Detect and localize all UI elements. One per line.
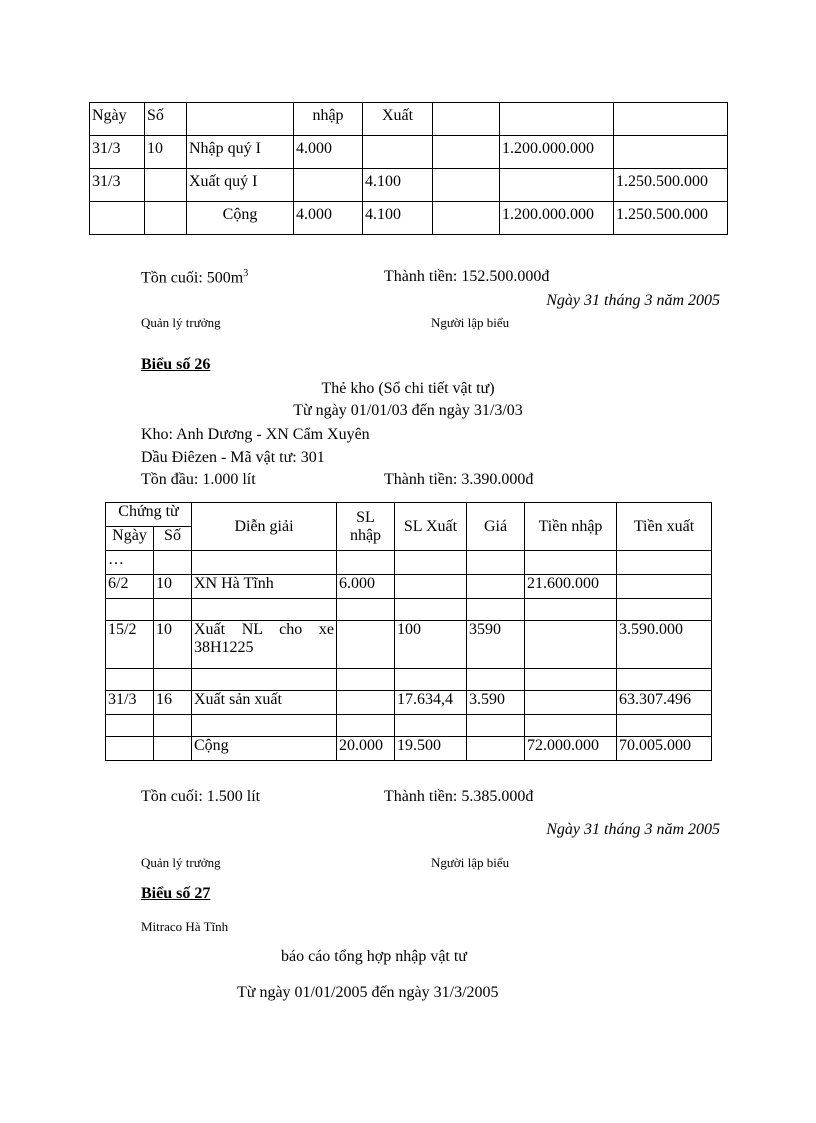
table-cell [106, 715, 154, 737]
table-row [106, 599, 712, 621]
header-cell: Ngày [90, 103, 145, 136]
card-title: Thẻ kho (Sổ chi tiết vật tư) [321, 380, 495, 397]
table-cell: 100 [395, 621, 467, 669]
table-cell [154, 715, 192, 737]
table-cell: XN Hà Tĩnh [192, 575, 337, 599]
table-cell: 10 [145, 136, 187, 169]
table-cell [192, 669, 337, 691]
table-cell [617, 575, 712, 599]
closing-stock-text: Tồn cuối: 500m [141, 269, 244, 287]
opening-value: Thành tiền: 3.390.000đ [384, 471, 534, 488]
card-period: Từ ngày 01/01/03 đến ngày 31/3/03 [293, 402, 523, 419]
table-cell [467, 715, 525, 737]
table-cell [363, 136, 433, 169]
table-cell: Xuất sản xuất [192, 691, 337, 715]
report-period: Từ ngày 01/01/2005 đến ngày 31/3/2005 [237, 984, 499, 1001]
table-cell [617, 599, 712, 621]
company-name: Mitraco Hà Tĩnh [141, 919, 229, 934]
table-cell [433, 136, 500, 169]
table-cell: 31/3 [90, 136, 145, 169]
table-total-row [90, 202, 728, 235]
manager-signature-label: Quản lý trưởng [141, 855, 221, 870]
table-row [90, 136, 728, 169]
table-cell [106, 599, 154, 621]
table-cell: 31/3 [90, 169, 145, 202]
table-cell [106, 737, 154, 761]
price-header: Giá [467, 503, 525, 551]
table-cell [467, 737, 525, 761]
table-cell [154, 737, 192, 761]
qty-out-header: SL Xuất [395, 503, 467, 551]
table-cell [337, 669, 395, 691]
table-cell: 31/3 [106, 691, 154, 715]
table-cell: 15/2 [106, 621, 154, 669]
stock-card-table [105, 502, 712, 761]
table-cell [467, 551, 525, 575]
table-cell [395, 551, 467, 575]
table-cell: 19.500 [395, 737, 467, 761]
table-cell [395, 715, 467, 737]
table-cell: 10 [154, 575, 192, 599]
header-cell [187, 103, 294, 136]
table-cell [145, 202, 187, 235]
table-cell: 6.000 [337, 575, 395, 599]
table-cell: Cộng [187, 202, 294, 235]
table-cell [337, 599, 395, 621]
table-cell [467, 669, 525, 691]
table-cell: 4.000 [294, 136, 363, 169]
table-cell: Xuất quý I [187, 169, 294, 202]
table-cell [337, 691, 395, 715]
table-row [106, 715, 712, 737]
qty-in-header: SL nhập [337, 503, 395, 551]
amount-in-header: Tiền nhập [525, 503, 617, 551]
table-row [106, 551, 712, 575]
table-cell [467, 575, 525, 599]
table-cell: Xuất NL cho xe 38H1225 [192, 621, 337, 669]
table-cell [395, 575, 467, 599]
material-summary-table [89, 102, 728, 235]
date-line-2: Ngày 31 tháng 3 năm 2005 [546, 821, 720, 838]
table-cell: 1.250.500.000 [614, 169, 728, 202]
table-row [90, 169, 728, 202]
table-cell: 3.590.000 [617, 621, 712, 669]
table-cell: 1.200.000.000 [500, 202, 614, 235]
table-cell [525, 715, 617, 737]
header-cell [614, 103, 728, 136]
table-cell [192, 715, 337, 737]
header-cell: nhập [294, 103, 363, 136]
table-row [106, 691, 712, 715]
table-cell [525, 599, 617, 621]
table-cell [192, 599, 337, 621]
table-cell [192, 551, 337, 575]
table-cell: 1.200.000.000 [500, 136, 614, 169]
table-cell [617, 669, 712, 691]
table-cell: Nhập quý I [187, 136, 294, 169]
table-cell [145, 169, 187, 202]
table-cell [525, 551, 617, 575]
preparer-signature-label: Người lập biểu [431, 855, 510, 870]
header-cell: Xuất [363, 103, 433, 136]
table-cell: … [106, 551, 154, 575]
table-cell [614, 136, 728, 169]
table-cell: 3.590 [467, 691, 525, 715]
table-cell: 1.250.500.000 [614, 202, 728, 235]
header-cell [500, 103, 614, 136]
table-cell [617, 715, 712, 737]
table-cell [395, 599, 467, 621]
table-cell: Cộng [192, 737, 337, 761]
table-header-row [90, 103, 728, 136]
preparer-signature-label: Người lập biểu [431, 315, 510, 330]
table-total-row [106, 737, 712, 761]
header-cell [433, 103, 500, 136]
table-cell [154, 599, 192, 621]
table-cell [433, 202, 500, 235]
table-cell: 17.634,4 [395, 691, 467, 715]
date-header: Ngày [106, 527, 154, 551]
opening-stock: Tồn đầu: 1.000 lít [141, 471, 256, 488]
unit-superscript: 3 [243, 268, 249, 279]
table-cell [395, 669, 467, 691]
description-header: Diễn giải [192, 503, 337, 551]
table-cell: 6/2 [106, 575, 154, 599]
amount-out-header: Tiền xuất [617, 503, 712, 551]
section-title-27: Biểu số 27 [141, 885, 211, 902]
table-cell: 63.307.496 [617, 691, 712, 715]
table-cell: 4.100 [363, 169, 433, 202]
header-cell: Số [145, 103, 187, 136]
table-cell: 4.000 [294, 202, 363, 235]
table-row [106, 621, 712, 669]
table-cell [500, 169, 614, 202]
closing-value-2: Thành tiền: 5.385.000đ [384, 788, 534, 805]
closing-stock-1 [141, 269, 248, 286]
table-cell [106, 669, 154, 691]
report-title: báo cáo tổng hợp nhập vật tư [281, 948, 467, 965]
table-cell: 3590 [467, 621, 525, 669]
table-cell: 21.600.000 [525, 575, 617, 599]
table-cell [337, 621, 395, 669]
table-cell [337, 551, 395, 575]
table-cell [154, 669, 192, 691]
manager-signature-label: Quản lý trưởng [141, 315, 221, 330]
number-header: Số [154, 527, 192, 551]
table-cell [433, 169, 500, 202]
table-cell [154, 551, 192, 575]
table-cell: 4.100 [363, 202, 433, 235]
table-cell [525, 621, 617, 669]
table-cell: 72.000.000 [525, 737, 617, 761]
table-row [106, 575, 712, 599]
table-cell: 20.000 [337, 737, 395, 761]
item-line: Dầu Điêzen - Mã vật tư: 301 [141, 449, 325, 466]
table-cell [337, 715, 395, 737]
table-header-row [106, 503, 712, 527]
date-line-1: Ngày 31 tháng 3 năm 2005 [546, 292, 720, 309]
table-cell: 10 [154, 621, 192, 669]
table-cell [467, 599, 525, 621]
closing-value-1: Thành tiền: 152.500.000đ [384, 268, 550, 285]
warehouse-line: Kho: Anh Dương - XN Cẩm Xuyên [141, 426, 370, 443]
section-title-26: Biểu số 26 [141, 356, 211, 373]
table-cell [525, 669, 617, 691]
table-cell [525, 691, 617, 715]
voucher-header: Chứng từ [106, 503, 192, 527]
table-cell [90, 202, 145, 235]
table-cell [617, 551, 712, 575]
closing-stock-2: Tồn cuối: 1.500 lít [141, 788, 261, 805]
table-row [106, 669, 712, 691]
table-cell: 16 [154, 691, 192, 715]
table-cell: 70.005.000 [617, 737, 712, 761]
table-cell [294, 169, 363, 202]
